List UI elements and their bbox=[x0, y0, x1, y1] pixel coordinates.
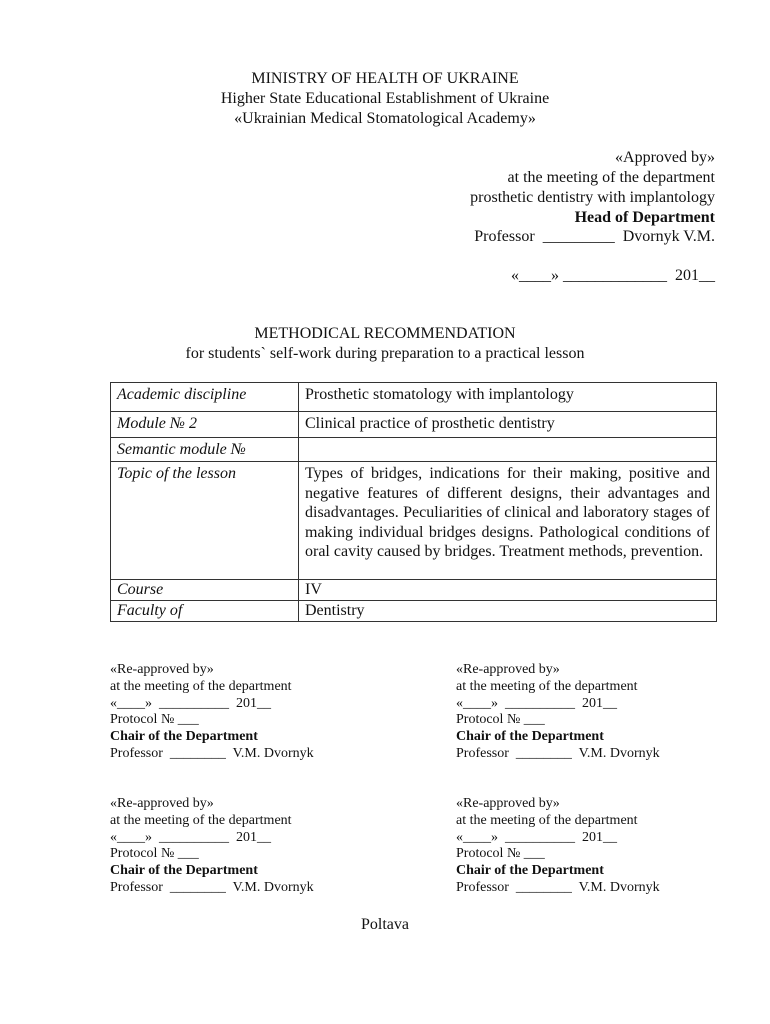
table-row bbox=[111, 462, 717, 580]
lesson-info-table bbox=[110, 382, 717, 622]
row-label: Module № 2 bbox=[111, 412, 299, 438]
row-label: Course bbox=[111, 580, 299, 601]
table-row bbox=[111, 580, 717, 601]
table-row bbox=[111, 600, 717, 621]
chair-label: Chair of the Department bbox=[110, 863, 258, 879]
document-subtitle: for students` self-work during preparation to a practical lesson bbox=[185, 345, 585, 362]
document-title: METHODICAL RECOMMENDATION bbox=[254, 325, 516, 342]
ministry-title: MINISTRY OF HEALTH OF UKRAINE bbox=[251, 70, 519, 87]
meeting-line: at the meeting of the department bbox=[456, 678, 638, 694]
table-row bbox=[111, 412, 717, 438]
chair-label: Chair of the Department bbox=[110, 729, 258, 745]
reapproval-block bbox=[110, 662, 410, 763]
reapproval-block bbox=[456, 662, 756, 763]
chair-label: Chair of the Department bbox=[456, 863, 604, 879]
head-of-department-label: Head of Department bbox=[574, 209, 715, 226]
academy-title: «Ukrainian Medical Stomatological Academy» bbox=[234, 110, 536, 127]
row-label: Topic of the lesson bbox=[111, 462, 299, 580]
approval-department-line: prosthetic dentistry with implantology bbox=[470, 189, 715, 206]
row-value: Prosthetic stomatology with implantology bbox=[299, 383, 717, 412]
reapproved-label: «Re-approved by» bbox=[110, 662, 214, 677]
approved-by-label: «Approved by» bbox=[615, 149, 715, 166]
protocol-line: Protocol № ___ bbox=[110, 712, 199, 728]
signature-line: Professor ________ V.M. Dvornyk bbox=[456, 745, 660, 761]
meeting-line: at the meeting of the department bbox=[110, 812, 292, 828]
row-value: Clinical practice of prosthetic dentistry bbox=[299, 412, 717, 438]
meeting-line: at the meeting of the department bbox=[110, 678, 292, 694]
reapproval-block bbox=[110, 796, 410, 897]
signature-line: Professor ________ V.M. Dvornyk bbox=[110, 879, 314, 895]
reapproved-label: «Re-approved by» bbox=[110, 796, 214, 811]
protocol-line: Protocol № ___ bbox=[110, 846, 199, 862]
date-line: «____» __________ 201__ bbox=[110, 829, 271, 845]
reapproved-label: «Re-approved by» bbox=[456, 796, 560, 811]
date-line: «____» __________ 201__ bbox=[456, 829, 617, 845]
approval-date-line: «____» _____________ 201__ bbox=[511, 267, 715, 284]
row-label: Semantic module № bbox=[111, 438, 299, 462]
city-footer: Poltava bbox=[361, 916, 409, 933]
chair-label: Chair of the Department bbox=[456, 729, 604, 745]
date-line: «____» __________ 201__ bbox=[110, 695, 271, 711]
meeting-line: at the meeting of the department bbox=[456, 812, 638, 828]
row-label: Faculty of bbox=[111, 600, 299, 621]
row-value bbox=[299, 438, 717, 462]
row-value: IV bbox=[299, 580, 717, 601]
reapproved-label: «Re-approved by» bbox=[456, 662, 560, 677]
row-value: Types of bridges, indications for their making, positive and negative features of different designs, their advantages and disadvantages. Peculiarities of clinical and laboratory stages of making individual bridges designs. Pathological conditions of oral cavity caused by bridges. Treatment methods, prevention. bbox=[299, 462, 717, 580]
signature-line: Professor ________ V.M. Dvornyk bbox=[110, 745, 314, 761]
institution-title: Higher State Educational Establishment of Ukraine bbox=[220, 90, 550, 107]
professor-signature-line: Professor _________ Dvornyk V.M. bbox=[474, 228, 715, 245]
date-line: «____» __________ 201__ bbox=[456, 695, 617, 711]
approval-meeting-line: at the meeting of the department bbox=[507, 169, 715, 186]
reapproval-block bbox=[456, 796, 756, 897]
protocol-line: Protocol № ___ bbox=[456, 846, 545, 862]
table-row bbox=[111, 383, 717, 412]
protocol-line: Protocol № ___ bbox=[456, 712, 545, 728]
table-row bbox=[111, 438, 717, 462]
row-label: Academic discipline bbox=[111, 383, 299, 412]
signature-line: Professor ________ V.M. Dvornyk bbox=[456, 879, 660, 895]
row-value: Dentistry bbox=[299, 600, 717, 621]
